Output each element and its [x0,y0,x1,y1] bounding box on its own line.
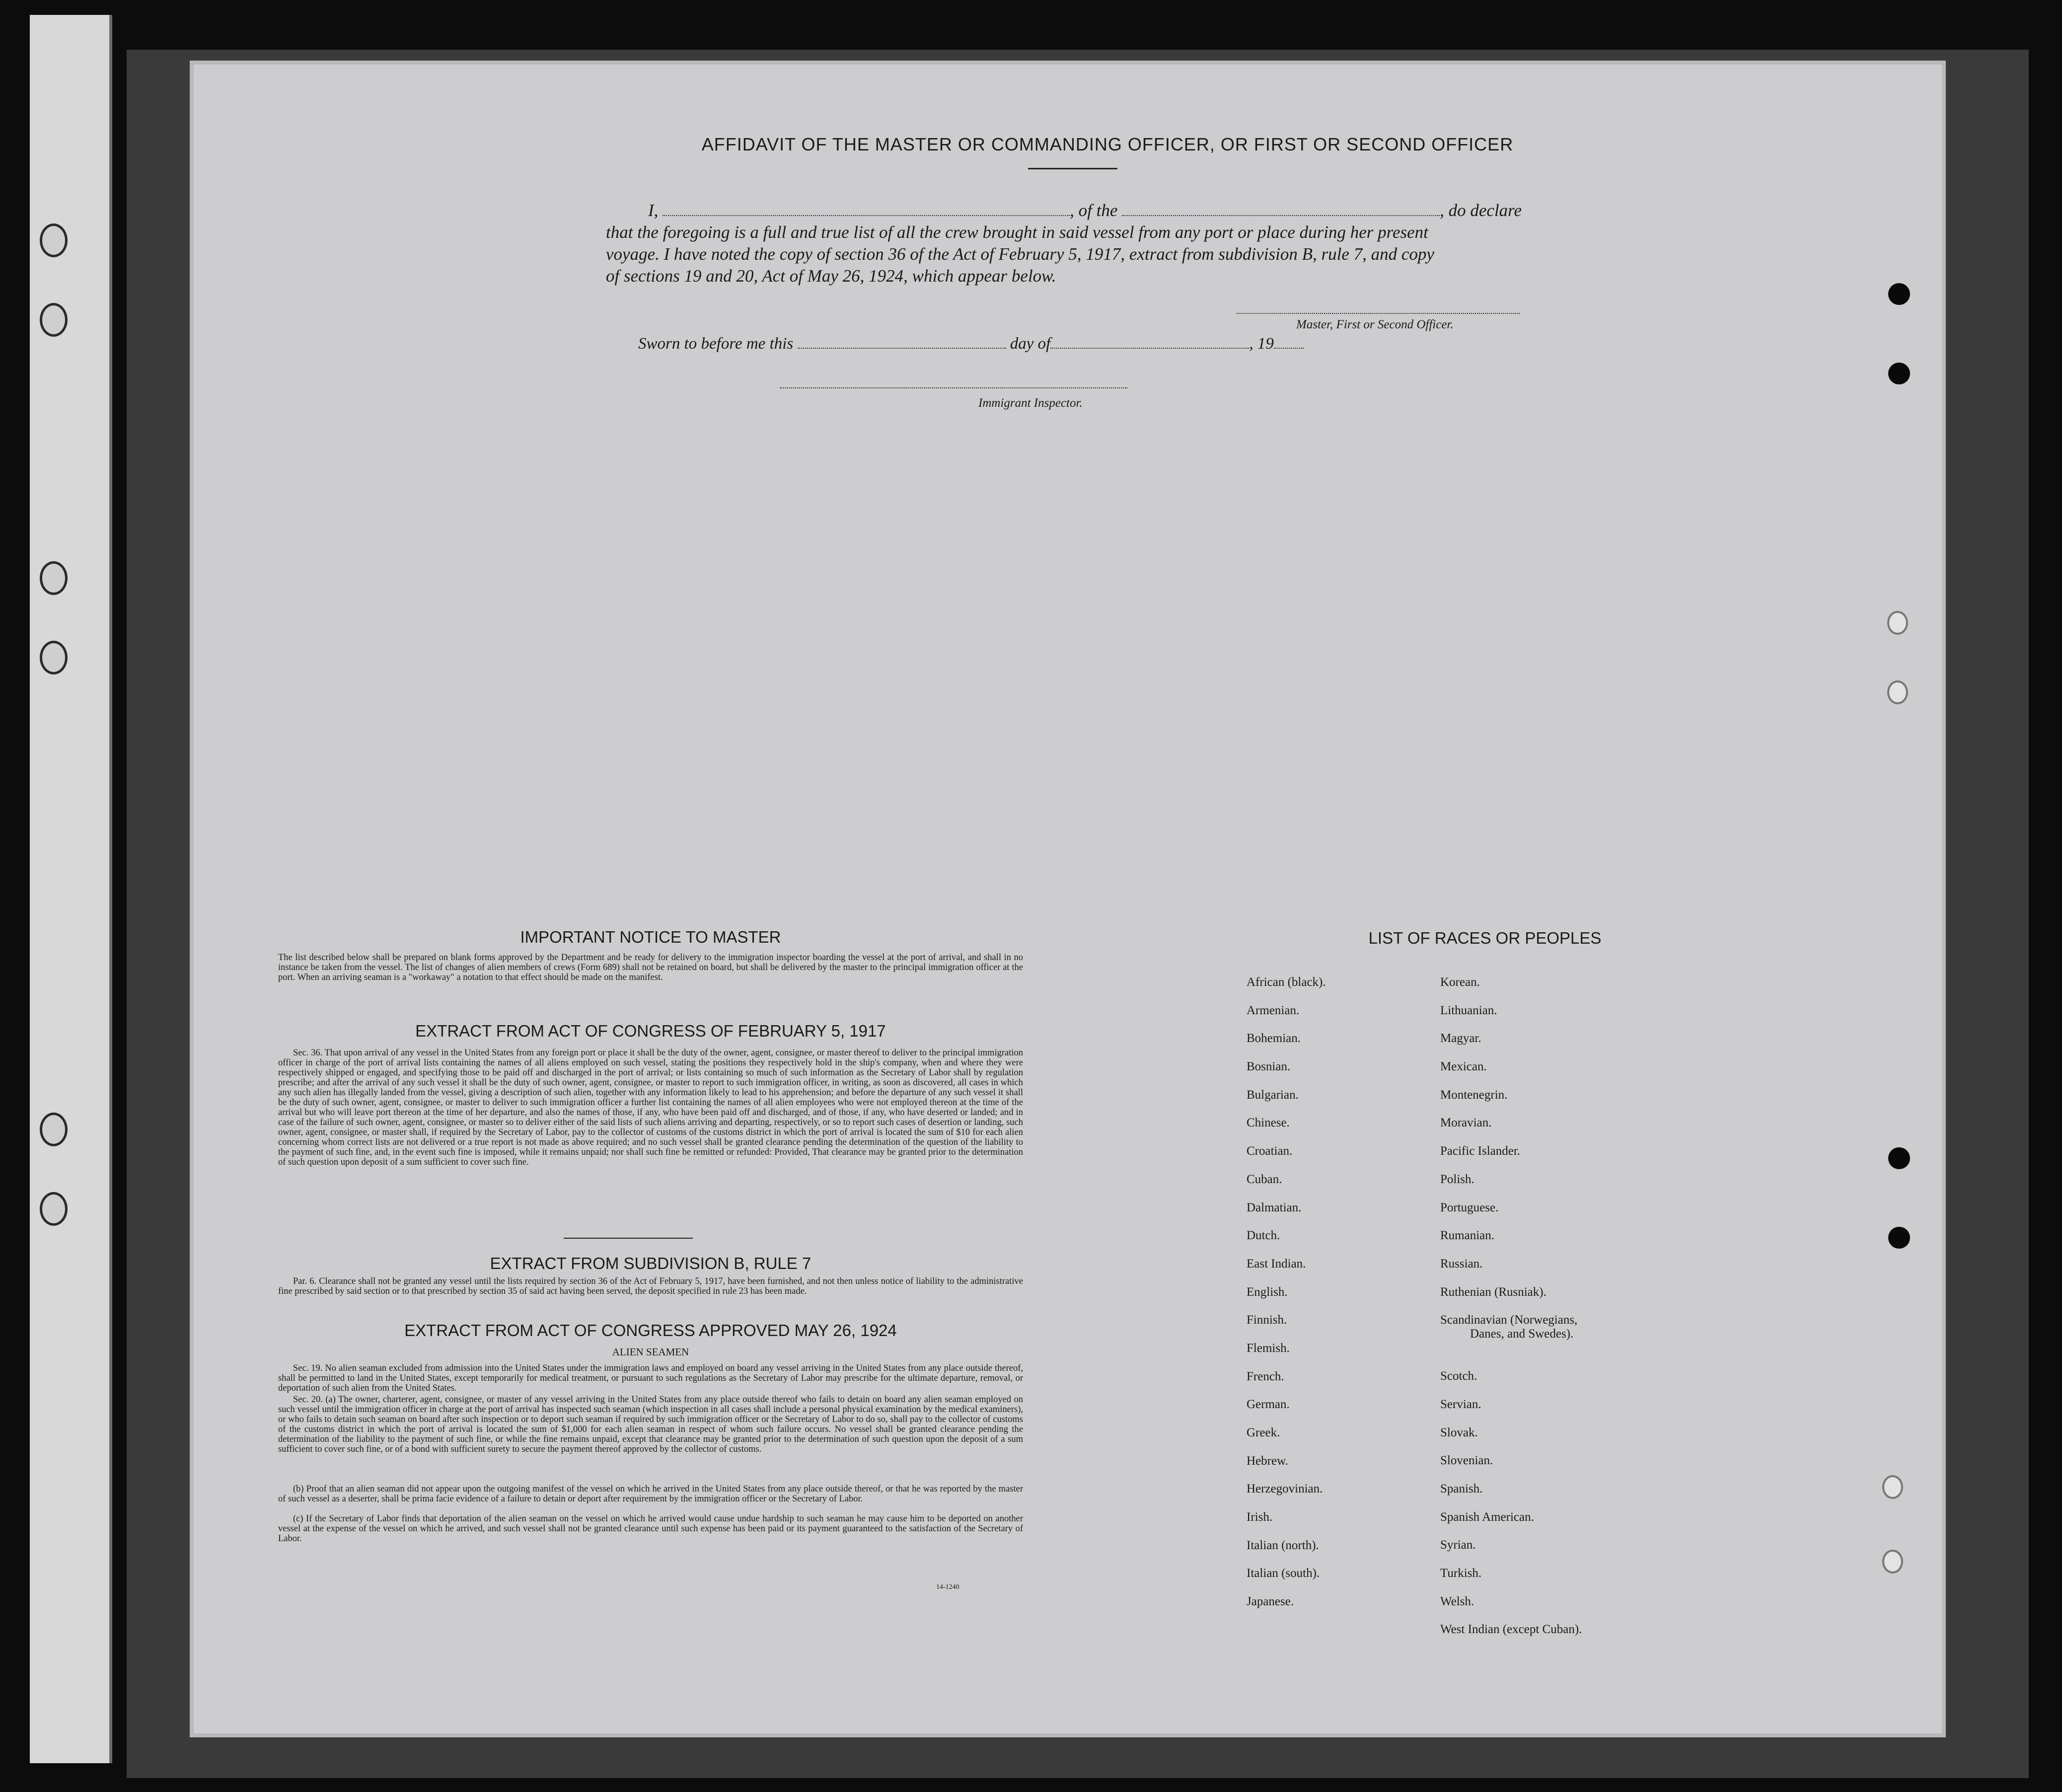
extract-1924-heading: EXTRACT FROM ACT OF CONGRESS APPROVED MAY 26, 1924 [404,1321,897,1340]
punch-hole [1882,1475,1903,1499]
race-item: Korean. [1440,975,1480,989]
binder-strip [30,15,112,1763]
race-item: Italian (north). [1247,1538,1319,1552]
race-item: English. [1247,1285,1288,1299]
race-item: Finnish. [1247,1313,1287,1327]
sworn-month-field[interactable] [1050,333,1249,349]
punch-hole [1887,611,1908,635]
binder-hole [40,1113,68,1146]
section-divider [564,1238,693,1239]
race-item: East Indian. [1247,1257,1306,1270]
race-item: Ruthenian (Rusniak). [1440,1285,1546,1299]
race-item: Scotch. [1440,1369,1477,1383]
declaration-line-1 [606,200,1629,222]
binder-hole [40,561,68,595]
binder-hole [40,224,68,257]
race-item: Polish. [1440,1172,1474,1186]
race-item: Slovak. [1440,1425,1478,1439]
sec20c-text: (c) If the Secretary of Labor finds that deportation of the alien seaman on the vessel on which he arrived would cause undue hardship to such seaman he may cause him to be deported on another vessel at the expense of the vessel on which he arrived, and such vessel shall not be granted clearance until such expense has been paid or its payment guaranteed to the satisfaction of the Secretary of Labor. [278,1514,1023,1544]
declaration-i: I, [648,201,659,220]
race-item: Slovenian. [1440,1454,1493,1468]
declaration-line-4: of sections 19 and 20, Act of May 26, 1924, which appear below. [606,266,1056,286]
notice-heading: IMPORTANT NOTICE TO MASTER [520,928,781,946]
inspector-label: Immigrant Inspector. [978,396,1083,410]
race-item: Syrian. [1440,1538,1476,1552]
race-item: Lithuanian. [1440,1003,1497,1017]
race-item: Mexican. [1440,1060,1487,1074]
race-item: West Indian (except Cuban). [1440,1623,1582,1637]
sworn-year: , 19 [1249,335,1274,353]
punch-hole [1882,1550,1903,1573]
binder-hole [40,641,68,674]
race-item: Japanese. [1247,1595,1294,1609]
race-item: Rumanian. [1440,1229,1495,1243]
race-item: Italian (south). [1247,1567,1320,1580]
declaration-line-2: that the foregoing is a full and true list of all the crew brought in said vessel from any port or place during her present [606,223,1428,242]
race-item: Servian. [1440,1397,1481,1411]
sec20b-text: (b) Proof that an alien seaman did not appear upon the outgoing manifest of the vessel on which he arrived in the United States from any place outside thereof, or that he was reported by the master of such vessel as a deserter, shall be prima facie evidence of a failure to detain or deport after requirement by the immigration officer or the Secretary of Labor. [278,1484,1023,1504]
punch-hole [1888,1147,1910,1169]
extract-1917-text: Sec. 36. That upon arrival of any vessel in the United States from any foreign port or place it shall be the duty of the owner, agent, consignee, or master thereof to deliver to the principal immigration officer in charge of the port of arrival lists containing the names of all aliens employed on such vessel, stating the positions they respectively hold in the ship's company, when and where they were respectively shipped or engaged, and specifying those to be paid off and discharged in the port of arrival; or lists containing so much of such information as the Secretary of Labor shall by regulation prescribe; and after the arrival of any such vessel it shall be the duty of such owner, agent, consignee, or master to report to such immigration officer, in writing, as soon as discovered, all cases in which any such alien has illegally landed from the vessel, giving a description of such alien, together with any information likely to lead to his apprehension; and before the departure of any such vessel it shall be the duty of such owner, agent, consignee, or master to deliver to such immigration officer a further list containing the names of all alien employees who were not employed thereon at the time of the arrival but who will leave port thereon at the time of her departure, and also the names of those, if any, who have been paid off and discharged, and of those, if any, who have deserted or landed; and in case of the failure of such owner, agent, consignee, or master so to deliver either of the said lists of such aliens arriving and departing, respectively, or so to report such cases of desertion or landing, such owner, agent, consignee, or master shall, if required by the Secretary of Labor, pay to the collector of customs of the customs district in which the port of arrival is located the sum of $10 for each alien concerning whom correct lists are not delivered or a true report is not made as above required; and no such vessel shall be granted clearance pending the determination of the question of the liability to the payment of such fine, and, in the event such fine is imposed, while it remains unpaid; nor shall such fine be remitted or refunded: Provided, That clearance may be granted prior to the determination of such question upon deposit of a sum sufficient to cover such fine. [278,1048,1023,1167]
race-item: Magyar. [1440,1032,1481,1045]
punch-hole [1888,283,1910,305]
race-item: Dutch. [1247,1229,1280,1243]
race-item: Spanish. [1440,1482,1483,1495]
race-item: Bohemian. [1247,1032,1301,1045]
master-signature-label: Master, First or Second Officer. [1296,318,1454,331]
race-item: Greek. [1247,1426,1280,1439]
binder-hole [40,1192,68,1226]
notice-text: The list described below shall be prepared on blank forms approved by the Department and be ready for delivery to the immigration inspector boarding the vessel at the port of arrival, and shall in no instance be taken from the vessel. The list of changes of alien members of crews (Form 689) shall not be retained on board, but shall be delivered by the master to the principal immigration officer at the port. When an arriving seaman is a "workaway" a notation to that effect should be made on the manifest. [278,953,1023,982]
race-item: Bosnian. [1247,1060,1291,1074]
race-item: Montenegrin. [1440,1088,1508,1102]
race-item: Armenian. [1247,1003,1300,1017]
sworn-prefix: Sworn to before me this [638,335,794,353]
subdivision-heading: EXTRACT FROM SUBDIVISION B, RULE 7 [490,1254,811,1272]
race-item: Spanish American. [1440,1510,1534,1524]
affidavit-title: AFFIDAVIT OF THE MASTER OR COMMANDING OFFICER, OR FIRST OR SECOND OFFICER [701,134,1514,154]
race-item: Scandinavian (Norwegians, Danes, and Swedes). [1440,1313,1578,1341]
race-item: Croatian. [1247,1144,1293,1158]
races-heading: LIST OF RACES OR PEOPLES [1368,929,1602,947]
races-left-column [1247,969,1445,1616]
punch-hole [1888,1227,1910,1249]
race-item: Herzegovinian. [1247,1482,1323,1496]
sworn-year-field[interactable] [1274,333,1304,349]
race-item: Cuban. [1247,1172,1282,1186]
extract-1917-heading: EXTRACT FROM ACT OF CONGRESS OF FEBRUARY 5, 1917 [415,1022,886,1040]
master-signature-line[interactable] [1237,313,1520,314]
name-blank-field[interactable] [663,200,1070,216]
sworn-line [638,333,1304,353]
race-item: Pacific Islander. [1440,1144,1521,1158]
race-item: Welsh. [1440,1594,1474,1608]
title-underline [1028,168,1117,169]
declaration-of-the: , of the [1070,201,1118,220]
race-item: Chinese. [1247,1116,1290,1130]
subdivision-text: Par. 6. Clearance shall not be granted any vessel until the lists required by section 36 of the Act of February 5, 1917, have been furnished, and not then unless notice of liability to the administrative fine prescribed by said section or to that prescribed by section 35 of said act having been served, the deposit specified in rule 23 has been made. [278,1276,1023,1296]
race-item: Turkish. [1440,1567,1482,1580]
punch-hole [1887,680,1908,704]
race-item: French. [1247,1369,1284,1383]
declaration-do-declare: , do declare [1440,201,1522,220]
race-item: Portuguese. [1440,1200,1499,1214]
race-item: Flemish. [1247,1341,1290,1355]
race-item: Moravian. [1440,1116,1492,1130]
race-item: African (black). [1247,975,1326,989]
punch-hole [1888,363,1910,384]
binder-hole [40,303,68,337]
race-item: Hebrew. [1247,1454,1288,1468]
race-item: Russian. [1440,1257,1483,1270]
sworn-day-field[interactable] [798,333,1006,349]
sec19-text: Sec. 19. No alien seaman excluded from admission into the United States under the immigration laws and employed on board any vessel arriving in the United States from any place outside thereof, shall be permitted to land in the United States, except temporarily for medical treatment, or pursuant to such regulations as the Secretary of Labor may prescribe for the ultimate departure, removal, or deportation of such alien from the United States. [278,1363,1023,1393]
vessel-blank-field[interactable] [1122,200,1440,216]
document-sheet [194,65,1942,1733]
race-item: Bulgarian. [1247,1088,1299,1102]
race-item: German. [1247,1398,1290,1412]
sworn-day-of: day of [1010,335,1051,353]
race-item: Irish. [1247,1510,1273,1524]
form-number: 14-1240 [936,1583,959,1591]
races-right-column [1440,969,1738,1644]
alien-seamen-subheading: ALIEN SEAMEN [612,1346,689,1358]
race-item: Dalmatian. [1247,1200,1302,1214]
inspector-signature-line[interactable] [780,387,1127,388]
declaration-block [606,200,1629,287]
declaration-line-3: voyage. I have noted the copy of section 36 of the Act of February 5, 1917, extract from subdivision B, rule 7, and copy [606,244,1434,264]
sec20a-text: Sec. 20. (a) The owner, charterer, agent, consignee, or master of any vessel arriving in the United States from any place outside thereof who fails to detain on board any alien seaman employed on such vessel until the immigration officer in charge at the port of arrival has inspected such seaman (which inspection in all cases shall include a personal physical examination by the medical examiners), or who fails to detain such seaman on board after such inspection or to deport such seaman if required by such immigration officer or the Secretary of Labor to do so, shall pay to the collector of customs of the customs district in which the port of arrival is located the sum of $1,000 for each alien seaman in respect of whom such failure occurs. No vessel shall be granted clearance pending the determination of the liability to the payment of such fine, or while the fine remains unpaid, except that clearance may be granted prior to the determination of such question upon the deposit of a sum sufficient to cover such fine, or of a bond with sufficient surety to secure the payment thereof approved by the collector of customs. [278,1395,1023,1454]
